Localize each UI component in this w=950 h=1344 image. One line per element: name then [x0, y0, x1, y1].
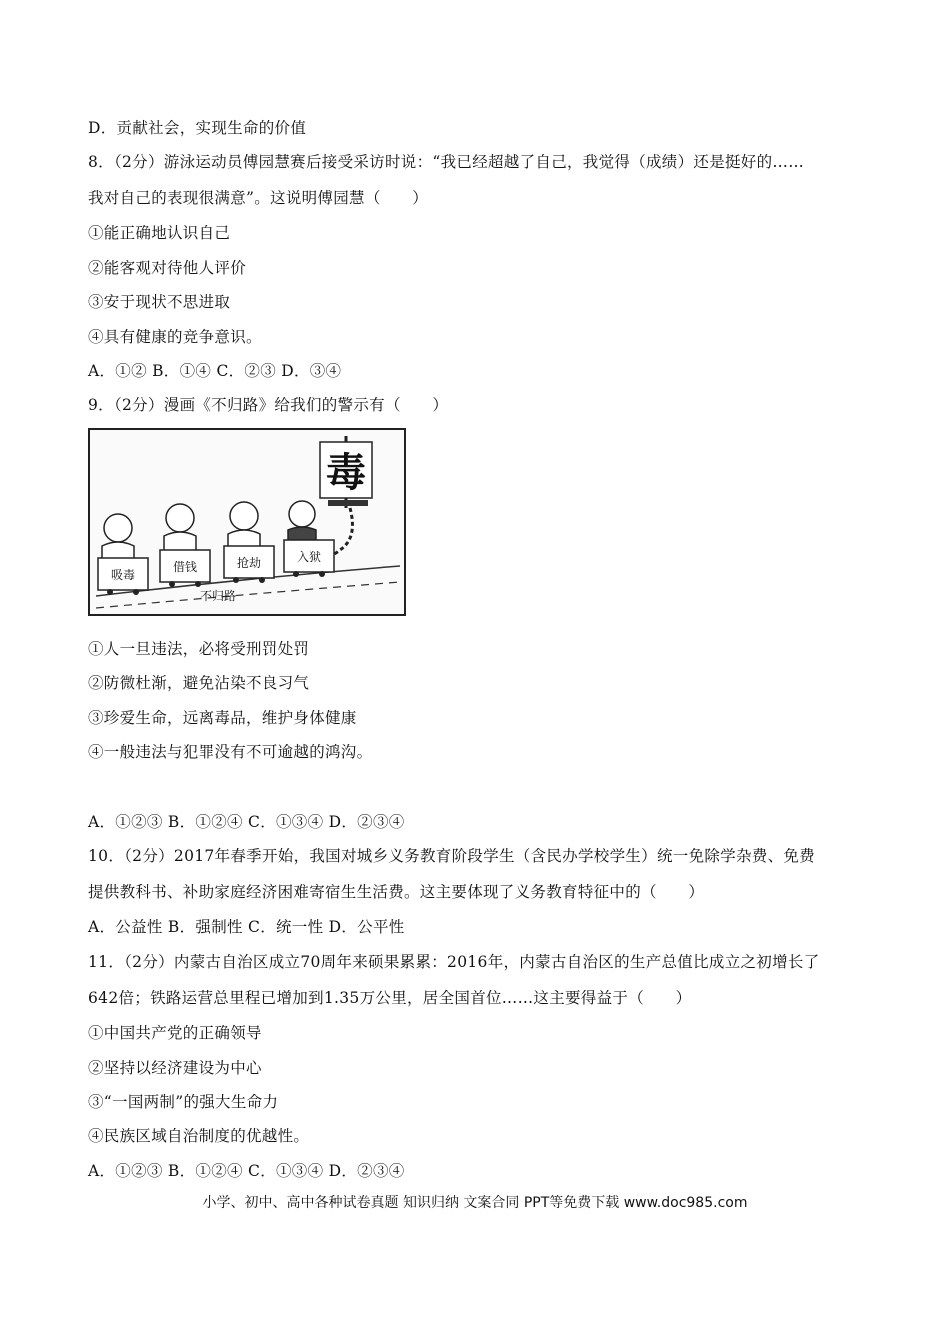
q7-option-d: D．贡献社会，实现生命的价值 — [88, 119, 307, 137]
box-label-2: 借钱 — [172, 560, 198, 574]
q9-choices: A．①②③ B．①②④ C．①③④ D．②③④ — [88, 813, 405, 831]
figure-4 — [288, 501, 316, 544]
q10-stem-line2: 提供教科书、补助家庭经济困难寄宿生生活费。这主要体现了义务教育特征中的（ ） — [88, 883, 705, 901]
q11-item-1: ①中国共产党的正确领导 — [88, 1024, 262, 1042]
q11-item-2: ②坚持以经济建设为中心 — [88, 1059, 262, 1077]
figure-3 — [228, 502, 260, 548]
road-label: 不归路 — [199, 589, 237, 603]
box-label-3: 抢劫 — [236, 556, 262, 570]
q8-item-2: ②能客观对待他人评价 — [88, 259, 247, 277]
figure-1 — [102, 514, 134, 560]
q11-item-4: ④民族区域自治制度的优越性。 — [88, 1127, 310, 1145]
q9-item-3: ③珍爱生命，远离毒品，维护身体健康 — [88, 709, 357, 727]
q10-stem-line1: 10．（2分）2017年春季开始，我国对城乡义务教育阶段学生（含民办学校学生）统一免除学杂费、免费 — [88, 847, 815, 865]
q8-item-3: ③安于现状不思进取 — [88, 293, 231, 311]
box-label-4: 入狱 — [296, 550, 322, 564]
q11-stem-line1: 11．（2分）内蒙古自治区成立70周年来硕果累累：2016年，内蒙古自治区的生产总值比成立之初增长了 — [88, 953, 820, 971]
footer-text: 小学、初中、高中各种试卷真题 知识归纳 文案合同 PPT等免费下载 www.doc985.com — [202, 1195, 748, 1211]
q8-item-1: ①能正确地认识自己 — [88, 224, 231, 242]
q8-stem-line2: 我对自己的表现很满意”。这说明傅园慧（ ） — [88, 189, 429, 207]
q8-item-4: ④具有健康的竞争意识。 — [88, 328, 262, 346]
q10-choices: A．公益性 B．强制性 C．统一性 D．公平性 — [88, 918, 405, 936]
q9-item-2: ②防微杜渐，避免沾染不良习气 — [88, 674, 310, 692]
q11-stem-line2: 642倍；铁路运营总里程已增加到1.35万公里，居全国首位……这主要得益于（ ） — [88, 989, 692, 1007]
q11-choices: A．①②③ B．①②④ C．①③④ D．②③④ — [88, 1162, 405, 1180]
cartoon-image — [88, 428, 406, 616]
sign-text: 毒 — [326, 450, 366, 496]
q9-item-1: ①人一旦违法，必将受刑罚处罚 — [88, 640, 310, 658]
q8-stem-line1: 8．（2分）游泳运动员傅园慧赛后接受采访时说：“我已经超越了自己，我觉得（成绩）还是挺好的…… — [88, 153, 804, 171]
q11-item-3: ③“一国两制”的强大生命力 — [88, 1093, 279, 1111]
box-label-1: 吸毒 — [110, 568, 136, 582]
q9-stem: 9．（2分）漫画《不归路》给我们的警示有（ ） — [88, 396, 449, 414]
q9-item-4: ④一般违法与犯罪没有不可逾越的鸿沟。 — [88, 743, 373, 761]
q8-choices: A．①② B．①④ C．②③ D．③④ — [88, 362, 342, 380]
